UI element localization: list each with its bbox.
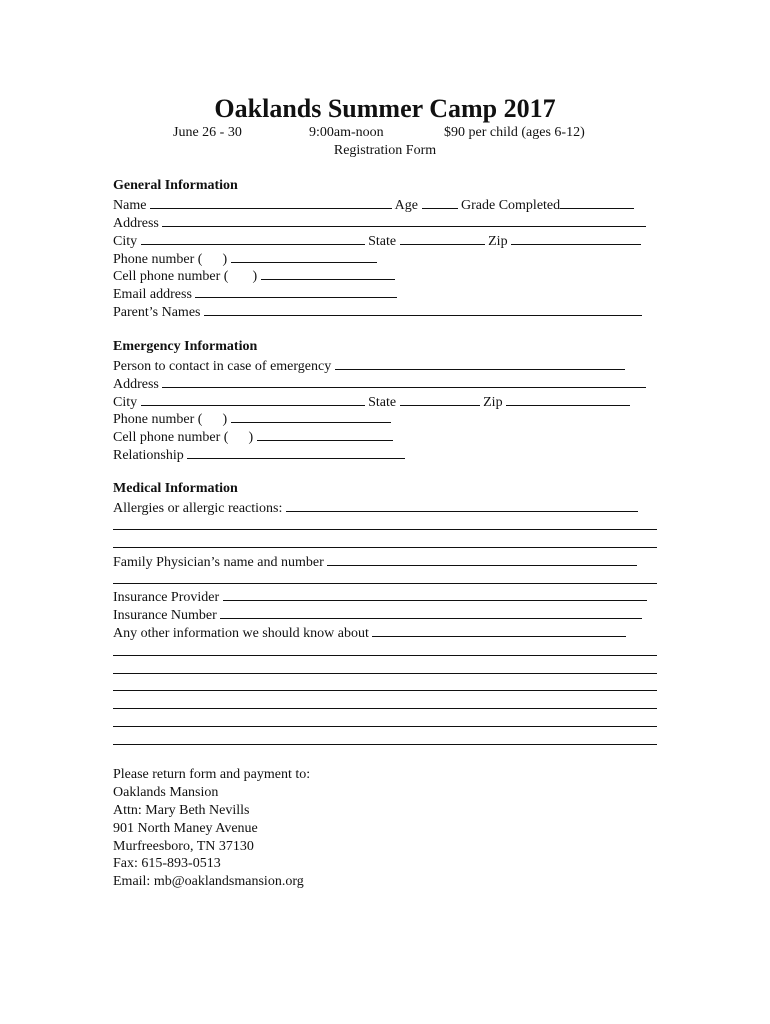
other-info-line-4[interactable]	[113, 690, 657, 691]
em-phone-field[interactable]	[231, 409, 391, 423]
em-address-field[interactable]	[162, 374, 646, 388]
insurance-number-label: Insurance Number	[113, 608, 217, 623]
other-info-line-7[interactable]	[113, 744, 657, 745]
relationship-field[interactable]	[187, 445, 405, 459]
grade-field[interactable]	[560, 195, 634, 209]
zip-field[interactable]	[511, 231, 641, 245]
state-field[interactable]	[400, 231, 485, 245]
medical-physician-row	[113, 552, 637, 570]
return-intro: Please return form and payment to:	[113, 767, 311, 782]
form-subtitle: Registration Form	[333, 143, 437, 158]
other-info-line-5[interactable]	[113, 708, 657, 709]
general-parents-row	[113, 302, 642, 320]
camp-price: $90 per child (ages 6-12)	[444, 125, 585, 140]
page-title: Oaklands Summer Camp 2017	[214, 94, 556, 123]
physician-line-2[interactable]	[113, 583, 657, 584]
medical-allergies-row	[113, 498, 638, 516]
cell-label: Cell phone number (	[113, 269, 229, 284]
provider-field[interactable]	[223, 587, 647, 601]
other-info-line-3[interactable]	[113, 673, 657, 674]
medical-provider-row	[113, 587, 647, 605]
emergency-city-row	[113, 392, 630, 410]
em-state-label: State	[368, 395, 397, 410]
address-field[interactable]	[162, 213, 646, 227]
general-phone-row	[113, 249, 377, 267]
allergies-line-3[interactable]	[113, 547, 657, 548]
return-city: Murfreesboro, TN 37130	[113, 839, 254, 854]
em-zip-label: Zip	[483, 395, 503, 410]
medical-heading: Medical Information	[113, 481, 238, 496]
emergency-cell-row	[113, 427, 393, 445]
em-state-field[interactable]	[400, 392, 480, 406]
emergency-address-row	[113, 374, 646, 392]
camp-dates: June 26 - 30	[173, 125, 242, 140]
general-cell-row	[113, 266, 395, 284]
allergies-field[interactable]	[286, 498, 638, 512]
em-phone-label: Phone number (	[113, 412, 203, 427]
allergies-line-2[interactable]	[113, 529, 657, 530]
physician-field[interactable]	[327, 552, 637, 566]
relationship-label: Relationship	[113, 448, 184, 463]
return-fax: Fax: 615-893-0513	[113, 856, 221, 871]
age-field[interactable]	[422, 195, 458, 209]
contact-field[interactable]	[335, 356, 625, 370]
em-zip-field[interactable]	[506, 392, 630, 406]
email-label: Email address	[113, 287, 192, 302]
insurance-number-field[interactable]	[220, 605, 642, 619]
email-field[interactable]	[195, 284, 397, 298]
em-city-field[interactable]	[141, 392, 365, 406]
emergency-phone-row	[113, 409, 391, 427]
name-field[interactable]	[150, 195, 392, 209]
other-info-line-2[interactable]	[113, 655, 657, 656]
general-name-row	[113, 195, 634, 213]
em-cell-field[interactable]	[257, 427, 393, 441]
city-label: City	[113, 234, 138, 249]
em-city-label: City	[113, 395, 138, 410]
em-phone-paren: )	[222, 412, 228, 427]
address-label: Address	[113, 216, 159, 231]
emergency-relationship-row	[113, 445, 405, 463]
general-heading: General Information	[113, 178, 238, 193]
city-field[interactable]	[141, 231, 365, 245]
cell-paren: )	[252, 269, 258, 284]
medical-other-row	[113, 623, 626, 641]
camp-time: 9:00am-noon	[309, 125, 384, 140]
em-address-label: Address	[113, 377, 159, 392]
other-info-line-6[interactable]	[113, 726, 657, 727]
parents-label: Parent’s Names	[113, 305, 201, 320]
age-label: Age	[394, 198, 418, 213]
return-email: Email: mb@oaklandsmansion.org	[113, 874, 304, 889]
name-label: Name	[113, 198, 147, 213]
parents-field[interactable]	[204, 302, 642, 316]
general-city-row	[113, 231, 641, 249]
return-attn: Attn: Mary Beth Nevills	[113, 803, 250, 818]
cell-field[interactable]	[261, 266, 395, 280]
physician-label: Family Physician’s name and number	[113, 555, 324, 570]
emergency-contact-row	[113, 356, 625, 374]
other-info-label: Any other information we should know about	[113, 626, 369, 641]
state-label: State	[368, 234, 397, 249]
em-cell-paren: )	[248, 430, 254, 445]
other-info-field[interactable]	[372, 623, 626, 637]
phone-field[interactable]	[231, 249, 377, 263]
allergies-label: Allergies or allergic reactions:	[113, 501, 283, 516]
grade-label: Grade Completed	[461, 198, 561, 213]
emergency-heading: Emergency Information	[113, 339, 258, 354]
medical-number-row	[113, 605, 642, 623]
return-org: Oaklands Mansion	[113, 785, 219, 800]
zip-label: Zip	[488, 234, 508, 249]
provider-label: Insurance Provider	[113, 590, 220, 605]
general-email-row	[113, 284, 397, 302]
em-cell-label: Cell phone number (	[113, 430, 229, 445]
phone-label: Phone number (	[113, 252, 203, 267]
contact-label: Person to contact in case of emergency	[113, 359, 332, 374]
phone-paren: )	[222, 252, 228, 267]
return-street: 901 North Maney Avenue	[113, 821, 258, 836]
general-address-row	[113, 213, 646, 231]
